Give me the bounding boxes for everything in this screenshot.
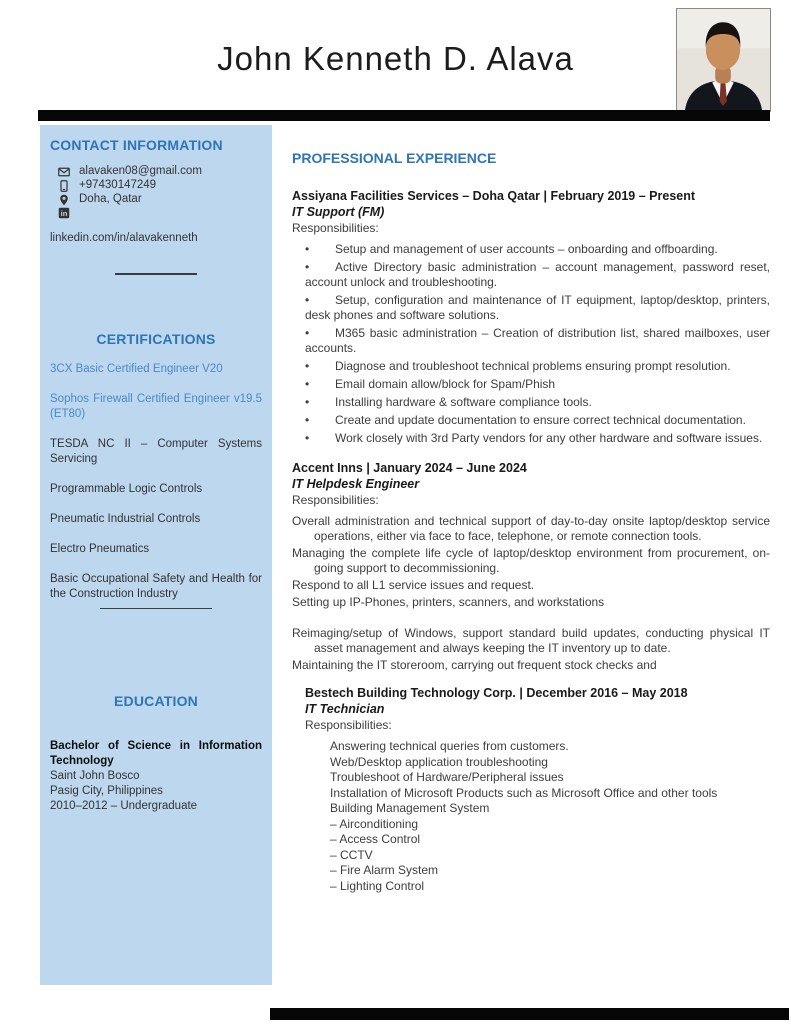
responsibilities-label: Responsibilities: — [292, 493, 379, 507]
line-item: – Airconditioning — [330, 816, 419, 831]
svg-text:in: in — [60, 209, 68, 218]
certification-item: Pneumatic Industrial Controls — [50, 512, 201, 525]
certification-item: 3CX Basic Certified Engineer V20 — [50, 362, 223, 375]
bullet-item: • Installing hardware & software compliance tools. — [305, 395, 770, 410]
job-role: IT Support (FM) — [292, 205, 385, 219]
bullet-item: • Diagnose and troubleshoot technical problems ensuring prompt resolution. — [305, 359, 770, 374]
linkedin-icon — [58, 207, 70, 219]
paragraph-item: Setting up IP-Phones, printers, scanners, and workstations — [292, 595, 605, 609]
person-name: John Kenneth D. Alava — [217, 40, 574, 77]
profile-photo-illustration — [677, 9, 770, 111]
profile-photo — [676, 8, 771, 112]
header — [0, 0, 791, 110]
certification-item: Sophos Firewall Certified Engineer v19.5 (ET80) — [50, 392, 262, 420]
education-years: 2010–2012 – Undergraduate — [50, 800, 198, 812]
contact-section-title: CONTACT INFORMATION — [50, 137, 223, 153]
certifications-section-title: CERTIFICATIONS — [96, 330, 216, 347]
main-column — [272, 125, 770, 894]
line-item: – Access Control — [330, 832, 421, 846]
job-role: IT Technician — [305, 702, 385, 716]
education-degree: Bachelor of Science in Information Technology — [50, 740, 262, 767]
line-item: – Lighting Control — [330, 878, 425, 893]
bullet-item: • Create and update documentation to ensure correct technical documentation. — [305, 413, 770, 428]
education-city: Pasig City, Philippines — [50, 785, 163, 797]
bullet-item: • Email domain allow/block for Spam/Phish — [305, 377, 770, 392]
contact-phone: +97430147249 — [79, 179, 157, 191]
header-divider-bar — [38, 110, 770, 121]
email-icon — [58, 166, 70, 178]
contact-location-row — [58, 193, 262, 206]
responsibilities-label: Responsibilities: — [305, 718, 392, 732]
certification-item: Basic Occupational Safety and Health for the Construction Industry — [50, 572, 262, 600]
line-item: Web/Desktop application troubleshooting — [330, 754, 548, 769]
content-columns — [40, 125, 770, 985]
job-heading: Assiyana Facilities Services – Doha Qatar | February 2019 – Present — [292, 189, 696, 203]
job-paragraph-list — [292, 626, 770, 673]
job-bullet-list — [292, 242, 770, 446]
paragraph-gap — [292, 612, 770, 626]
linkedin-url[interactable]: linkedin.com/in/alavakenneth — [50, 232, 198, 244]
sidebar-divider — [115, 273, 197, 275]
sidebar — [40, 125, 272, 985]
footer-bar — [270, 1008, 789, 1020]
job-paragraph-list — [292, 514, 770, 610]
bullet-item: • Setup, configuration and maintenance of IT equipment, laptop/desktop, printers, desk phones and software solutions. — [305, 293, 770, 323]
paragraph-item: Managing the complete life cycle of laptop/desktop environment from procurement, on-going support to decommissioning. — [292, 546, 770, 575]
location-pin-icon — [58, 194, 70, 206]
bullet-item: • Setup and management of user accounts – onboarding and offboarding. — [305, 242, 770, 257]
bullet-item: • Work closely with 3rd Party vendors for any other hardware and software issues. — [305, 431, 770, 446]
line-item: Answering technical queries from customers. — [330, 739, 569, 753]
certification-item: Programmable Logic Controls — [50, 482, 203, 495]
contact-phone-row — [58, 179, 262, 192]
job-heading: Bestech Building Technology Corp. | December 2016 – May 2018 — [305, 686, 688, 700]
line-item: – Fire Alarm System — [330, 863, 439, 877]
contact-location: Doha, Qatar — [79, 193, 142, 205]
line-item: – CCTV — [330, 847, 373, 862]
paragraph-item: Respond to all L1 service issues and request. — [292, 578, 535, 592]
education-school: Saint John Bosco — [50, 770, 140, 782]
job-assiyana — [292, 188, 770, 446]
responsibilities-label: Responsibilities: — [292, 221, 379, 235]
professional-experience-title: PROFESSIONAL EXPERIENCE — [292, 150, 497, 166]
job-heading: Accent Inns | January 2024 – June 2024 — [292, 461, 527, 475]
job-accent-inns — [292, 460, 770, 673]
bullet-item: • Active Directory basic administration – account management, password reset, account unlock and troubleshooting. — [305, 260, 770, 290]
paragraph-item: Maintaining the IT storeroom, carrying out frequent stock checks and — [292, 658, 657, 672]
line-item: Building Management System — [330, 801, 490, 815]
certifications-underline — [100, 608, 212, 610]
contact-linkedin-row — [58, 207, 262, 219]
job-bestech — [292, 685, 770, 894]
line-item: Troubleshoot of Hardware/Peripheral issues — [330, 770, 564, 784]
education-section-title: EDUCATION — [114, 693, 198, 709]
line-item: Installation of Microsoft Products such as Microsoft Office and other tools — [330, 785, 718, 800]
job-role: IT Helpdesk Engineer — [292, 477, 420, 491]
certification-item: Electro Pneumatics — [50, 542, 150, 555]
certification-item: TESDA NC II – Computer Systems Servicing — [50, 437, 262, 465]
contact-email-row — [58, 165, 262, 178]
phone-icon — [58, 180, 70, 192]
paragraph-item: Overall administration and technical support of day-to-day onsite laptop/desktop service operations, either via face to face, telephone, or remote connection tools. — [292, 514, 770, 543]
contact-email[interactable]: alavaken08@gmail.com — [79, 165, 202, 177]
paragraph-item: Reimaging/setup of Windows, support standard build updates, conducting physical IT asset management and always keeping the IT inventory up to date. — [292, 626, 770, 655]
bullet-item: • M365 basic administration – Creation of distribution list, shared mailboxes, user accounts. — [305, 326, 770, 356]
job-line-list — [292, 739, 770, 894]
